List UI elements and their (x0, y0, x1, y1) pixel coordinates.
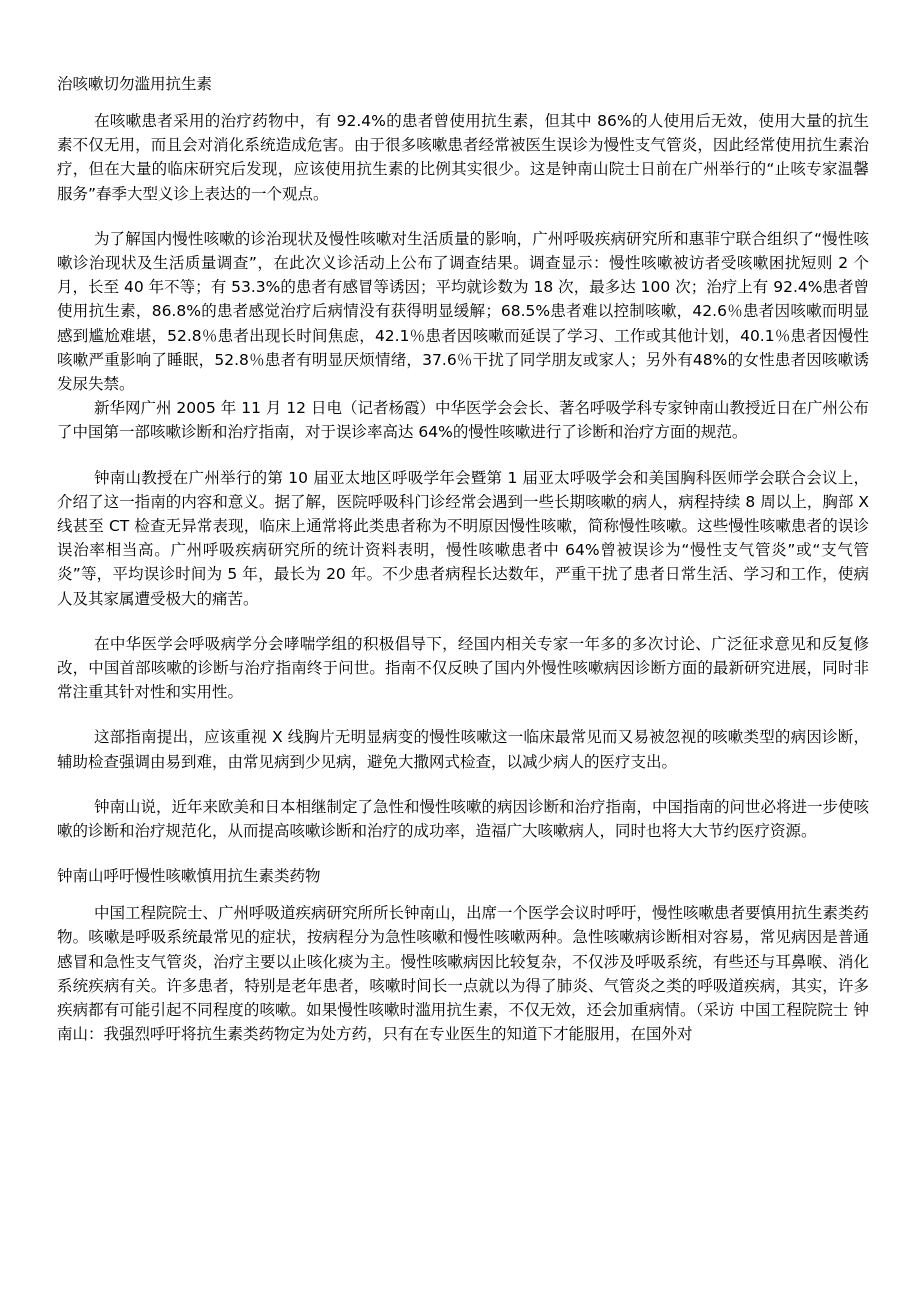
paragraph: 钟南山教授在广州举行的第 10 届亚太地区呼吸学年会暨第 1 届亚太呼吸学会和美国胸科医师学会联合会议上，介绍了这一指南的内容和意义。据了解，医院呼吸科门诊经常会遇到一些长期咳嗽的病人，病程持续 8 周以上，胸部 X 线甚至 CT 检查无异常表现，临床上通常将此类患者称为不明原因慢性咳嗽，简称慢性咳嗽。这些慢性咳嗽患者的误诊误治率相当高。广州呼吸疾病研究所的统计资料表明，慢性咳嗽患者中 64%曾被误诊为“慢性支气管炎”或“支气管炎”等，平均误诊时间为 5 年，最长为 20 年。不少患者病程长达数年，严重干扰了患者日常生活、学习和工作，使病人及其家属遭受极大的痛苦。 (57, 468, 869, 608)
paragraph: 中国工程院院士、广州呼吸道疾病研究所所长钟南山，出席一个医学会议时呼吁，慢性咳嗽患者要慎用抗生素类药物。咳嗽是呼吸系统最常见的症状，按病程分为急性咳嗽和慢性咳嗽两种。急性咳嗽病诊断相对容易，常见病因是普通感冒和急性支气管炎，治疗主要以止咳化痰为主。慢性咳嗽病因比较复杂，不仅涉及呼吸系统，有些还与耳鼻喉、消化系统疾病有关。许多患者，特别是老年患者，咳嗽时间长一点就以为得了肺炎、气管炎之类的呼吸道疾病，其实，许多疾病都有可能引起不同程度的咳嗽。如果慢性咳嗽时滥用抗生素，不仅无效，还会加重病情。（采访 中国工程院院士 钟南山：我强烈呼吁将抗生素类药物定为处方药，只有在专业医生的知道下才能服用，在国外对 (57, 904, 870, 1044)
document-page (57, 72, 869, 1047)
paragraph: 在中华医学会呼吸病学分会哮喘学组的积极倡导下，经国内相关专家一年多的多次讨论、广泛征求意见和反复修改，中国首部咳嗽的诊断与治疗指南终于问世。指南不仅反映了国内外慢性咳嗽病因诊断方面的最新研究进展，同时非常注重其针对性和实用性。 (57, 634, 869, 702)
article-subtitle: 钟南山呼吁慢性咳嗽慎用抗生素类药物 (57, 867, 321, 886)
paragraph: 在咳嗽患者采用的治疗药物中，有 92.4%的患者曾使用抗生素，但其中 86%的人使用后无效，使用大量的抗生素不仅无用，而且会对消化系统造成危害。由于很多咳嗽患者经常被医生误诊为慢性支气管炎，因此经常使用抗生素治疗，但在大量的临床研究后发现，应该使用抗生素的比例其实很少。这是钟南山院士日前在广州举行的“止咳专家温馨服务”春季大型义诊上表达的一个观点。 (57, 112, 869, 203)
paragraph: 钟南山说，近年来欧美和日本相继制定了急性和慢性咳嗽的病因诊断和治疗指南，中国指南的问世必将进一步使咳嗽的诊断和治疗规范化，从而提高咳嗽诊断和治疗的成功率，造福广大咳嗽病人，同时也将大大节约医疗资源。 (57, 797, 870, 841)
paragraph: 为了解国内慢性咳嗽的诊治现状及慢性咳嗽对生活质量的影响，广州呼吸疾病研究所和惠菲宁联合组织了“慢性咳嗽诊治现状及生活质量调查”，在此次义诊活动上公布了调查结果。调查显示：慢性咳嗽被访者受咳嗽困扰短则 2 个月，长至 40 年不等；有 53.3%的患者有感冒等诱因；平均就诊数为 18 次，最多达 100 次；治疗上有 92.4%患者曾使用抗生素，86.8%的患者感觉治疗后病情没有获得明显缓解；68.5%患者难以控制咳嗽，42.6％患者因咳嗽而明显感到尴尬难堪，52.8％患者出现长时间焦虑，42.1％患者因咳嗽而延误了学习、工作或其他计划，40.1％患者因慢性咳嗽严重影响了睡眠，52.8％患者有明显厌烦情绪，37.6％干扰了同学朋友或家人；另外有48%的女性患者因咳嗽诱发尿失禁。 (57, 229, 869, 394)
article-title: 治咳嗽切勿滥用抗生素 (57, 75, 213, 93)
paragraph: 新华网广州 2005 年 11 月 12 日电（记者杨霞）中华医学会会长、著名呼吸学科专家钟南山教授近日在广州公布了中国第一部咳嗽诊断和治疗指南，对于误诊率高达 64%的慢性咳嗽进行了诊断和治疗方面的规范。 (57, 399, 869, 442)
paragraph: 这部指南提出，应该重视 X 线胸片无明显病变的慢性咳嗽这一临床最常见而又易被忽视的咳嗽类型的病因诊断，辅助检查强调由易到难，由常见病到少见病，避免大撒网式检查，以减少病人的医疗支出。 (57, 728, 869, 771)
